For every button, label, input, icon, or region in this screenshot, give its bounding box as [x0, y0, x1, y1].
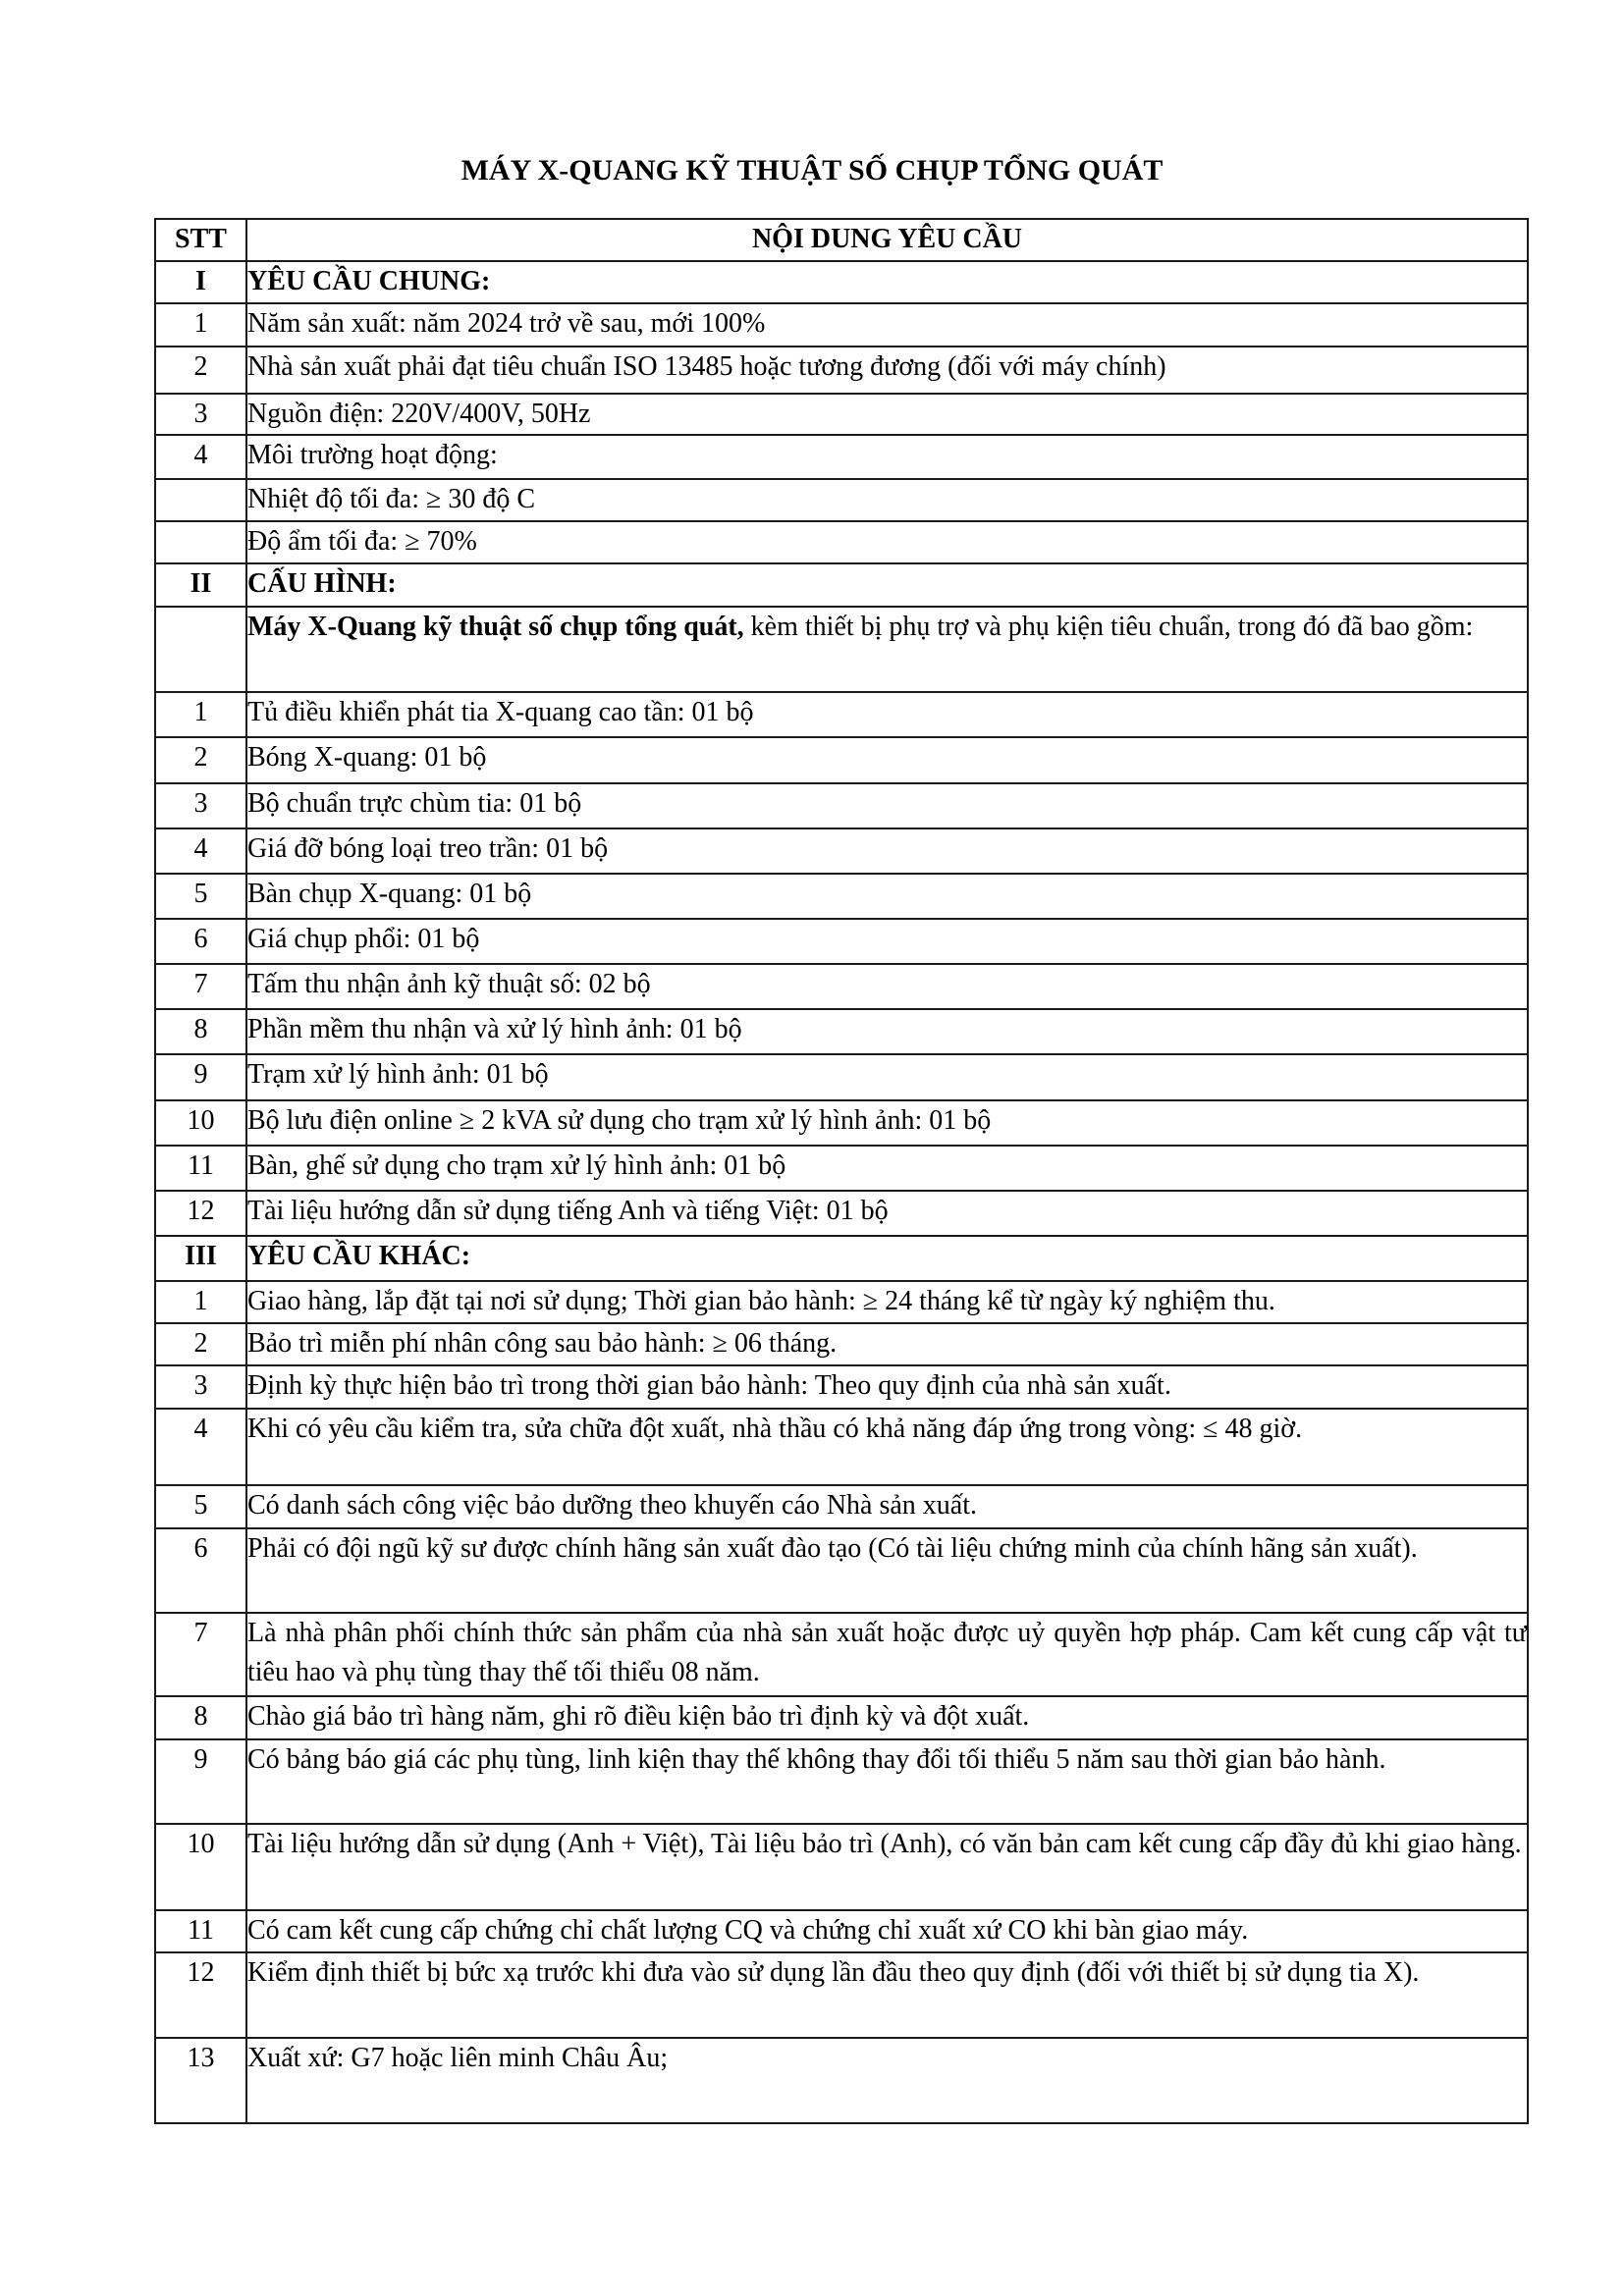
row-number: 2	[155, 1323, 246, 1365]
row-number: 5	[155, 1485, 246, 1528]
table-row	[155, 303, 1528, 347]
row-text: Độ ẩm tối đa: ≥ 70%	[246, 521, 1528, 563]
section-row-general	[155, 261, 1528, 303]
row-number: 10	[155, 1824, 246, 1910]
table-row	[155, 347, 1528, 394]
row-number: 1	[155, 692, 246, 737]
section-number: II	[155, 563, 246, 607]
table-row	[155, 1323, 1528, 1365]
row-number: 12	[155, 1952, 246, 2038]
table-row	[155, 737, 1528, 783]
row-number: 11	[155, 1146, 246, 1191]
row-number: 8	[155, 1696, 246, 1739]
row-number: 4	[155, 828, 246, 874]
table-row	[155, 1191, 1528, 1236]
table-row	[155, 2038, 1528, 2123]
row-text: Có danh sách công việc bảo dưỡng theo khuyến cáo Nhà sản xuất.	[246, 1485, 1528, 1528]
row-number: 9	[155, 1739, 246, 1824]
row-number: 2	[155, 737, 246, 783]
table-row	[155, 1696, 1528, 1739]
row-text: Giao hàng, lắp đặt tại nơi sử dụng; Thời gian bảo hành: ≥ 24 tháng kể từ ngày ký nghiệm thu.	[246, 1281, 1528, 1323]
row-text: Là nhà phân phối chính thức sản phẩm của nhà sản xuất hoặc được uỷ quyền hợp pháp. Cam kết cung cấp vật tư tiêu hao và phụ tùng thay thế tối thiểu 08 năm.	[246, 1613, 1528, 1696]
row-number: 6	[155, 1528, 246, 1613]
section-heading: YÊU CẦU KHÁC:	[246, 1236, 1528, 1281]
row-text: Giá đỡ bóng loại treo trần: 01 bộ	[246, 828, 1528, 874]
section-number: III	[155, 1236, 246, 1281]
document-title: MÁY X-QUANG KỸ THUẬT SỐ CHỤP TỔNG QUÁT	[460, 154, 1164, 187]
row-number: 4	[155, 435, 246, 479]
table-row	[155, 394, 1528, 435]
section-heading: YÊU CẦU CHUNG:	[246, 261, 1528, 303]
row-number	[155, 479, 246, 521]
row-number: 3	[155, 1365, 246, 1409]
row-text: Nguồn điện: 220V/400V, 50Hz	[246, 394, 1528, 435]
header-stt: STT	[155, 219, 246, 261]
table-row	[155, 1613, 1528, 1696]
table-row	[155, 964, 1528, 1009]
row-text: Năm sản xuất: năm 2024 trở về sau, mới 100%	[246, 303, 1528, 347]
row-text: Có bảng báo giá các phụ tùng, linh kiện thay thế không thay đổi tối thiểu 5 năm sau thời gian bảo hành.	[246, 1739, 1528, 1824]
table-row-intro	[155, 607, 1528, 692]
row-number: 1	[155, 1281, 246, 1323]
row-text: Trạm xử lý hình ảnh: 01 bộ	[246, 1054, 1528, 1100]
requirements-table	[154, 218, 1529, 2124]
section-row-other	[155, 1236, 1528, 1281]
row-number: 6	[155, 919, 246, 964]
row-text: Bộ lưu điện online ≥ 2 kVA sử dụng cho trạm xử lý hình ảnh: 01 bộ	[246, 1100, 1528, 1146]
row-number: 8	[155, 1009, 246, 1054]
row-number: 11	[155, 1910, 246, 1952]
device-name: Máy X-Quang kỹ thuật số chụp tổng quát,	[247, 612, 744, 642]
table-row	[155, 692, 1528, 737]
row-number: 3	[155, 394, 246, 435]
row-text: Tủ điều khiển phát tia X-quang cao tần: 01 bộ	[246, 692, 1528, 737]
row-text	[246, 607, 1528, 692]
table-row	[155, 1365, 1528, 1409]
table-row	[155, 828, 1528, 874]
table-row	[155, 1146, 1528, 1191]
row-text: Bàn, ghế sử dụng cho trạm xử lý hình ảnh: 01 bộ	[246, 1146, 1528, 1191]
section-heading: CẤU HÌNH:	[246, 563, 1528, 607]
table-row	[155, 1910, 1528, 1952]
row-text: Có cam kết cung cấp chứng chỉ chất lượng CQ và chứng chỉ xuất xứ CO khi bàn giao máy.	[246, 1910, 1528, 1952]
table-row	[155, 1824, 1528, 1910]
row-number: 9	[155, 1054, 246, 1100]
row-number	[155, 607, 246, 692]
row-number: 2	[155, 347, 246, 394]
table-row	[155, 1100, 1528, 1146]
section-number: I	[155, 261, 246, 303]
row-text: Chào giá bảo trì hàng năm, ghi rõ điều kiện bảo trì định kỳ và đột xuất.	[246, 1696, 1528, 1739]
table-row	[155, 1409, 1528, 1485]
table-row	[155, 521, 1528, 563]
row-text: Bóng X-quang: 01 bộ	[246, 737, 1528, 783]
row-text: Phải có đội ngũ kỹ sư được chính hãng sản xuất đào tạo (Có tài liệu chứng minh của chính hãng sản xuất).	[246, 1528, 1528, 1613]
row-text: Phần mềm thu nhận và xử lý hình ảnh: 01 bộ	[246, 1009, 1528, 1054]
table-header-row	[155, 219, 1528, 261]
row-text: Bàn chụp X-quang: 01 bộ	[246, 874, 1528, 919]
table-row	[155, 874, 1528, 919]
row-number: 13	[155, 2038, 246, 2123]
row-number: 10	[155, 1100, 246, 1146]
row-number: 1	[155, 303, 246, 347]
row-text: Kiểm định thiết bị bức xạ trước khi đưa vào sử dụng lần đầu theo quy định (đối với thiết bị sử dụng tia X).	[246, 1952, 1528, 2038]
table-row	[155, 1739, 1528, 1824]
row-text: Nhiệt độ tối đa: ≥ 30 độ C	[246, 479, 1528, 521]
row-text: Môi trường hoạt động:	[246, 435, 1528, 479]
row-text: Giá chụp phổi: 01 bộ	[246, 919, 1528, 964]
row-number: 7	[155, 964, 246, 1009]
row-number: 5	[155, 874, 246, 919]
row-text: Bộ chuẩn trực chùm tia: 01 bộ	[246, 783, 1528, 828]
table-row	[155, 1485, 1528, 1528]
table-row	[155, 1054, 1528, 1100]
intro-text: kèm thiết bị phụ trợ và phụ kiện tiêu chuẩn, trong đó đã bao gồm:	[743, 612, 1474, 642]
table-row	[155, 1952, 1528, 2038]
row-text: Tấm thu nhận ảnh kỹ thuật số: 02 bộ	[246, 964, 1528, 1009]
row-number	[155, 521, 246, 563]
table-row	[155, 919, 1528, 964]
row-number: 7	[155, 1613, 246, 1696]
table-row	[155, 1281, 1528, 1323]
row-text: Xuất xứ: G7 hoặc liên minh Châu Âu;	[246, 2038, 1528, 2123]
table-row	[155, 783, 1528, 828]
row-number: 4	[155, 1409, 246, 1485]
row-number: 3	[155, 783, 246, 828]
table-row	[155, 1009, 1528, 1054]
table-row	[155, 479, 1528, 521]
row-text: Nhà sản xuất phải đạt tiêu chuẩn ISO 13485 hoặc tương đương (đối với máy chính)	[246, 347, 1528, 394]
row-number: 12	[155, 1191, 246, 1236]
row-text: Bảo trì miễn phí nhân công sau bảo hành: ≥ 06 tháng.	[246, 1323, 1528, 1365]
table-row	[155, 1528, 1528, 1613]
section-row-configuration	[155, 563, 1528, 607]
row-text: Tài liệu hướng dẫn sử dụng tiếng Anh và tiếng Việt: 01 bộ	[246, 1191, 1528, 1236]
table-row	[155, 435, 1528, 479]
row-text: Tài liệu hướng dẫn sử dụng (Anh + Việt), Tài liệu bảo trì (Anh), có văn bản cam kết cung cấp đầy đủ khi giao hàng.	[246, 1824, 1528, 1910]
row-text: Định kỳ thực hiện bảo trì trong thời gian bảo hành: Theo quy định của nhà sản xuất.	[246, 1365, 1528, 1409]
row-text: Khi có yêu cầu kiểm tra, sửa chữa đột xuất, nhà thầu có khả năng đáp ứng trong vòng: ≤ 48 giờ.	[246, 1409, 1528, 1485]
header-content: NỘI DUNG YÊU CẦU	[246, 219, 1528, 261]
